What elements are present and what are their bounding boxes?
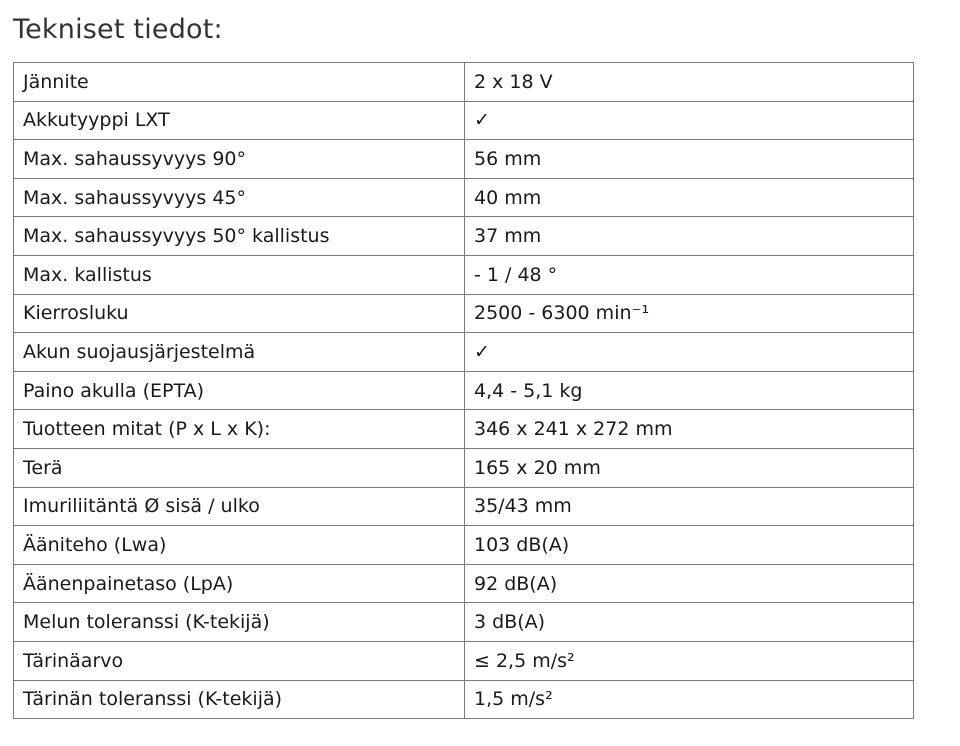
spec-value: 2500 - 6300 min⁻¹	[465, 294, 914, 333]
spec-label: Max. sahaussyvyys 45°	[14, 178, 465, 217]
spec-label: Max. sahaussyvyys 50° kallistus	[14, 217, 465, 256]
spec-value: 1,5 m/s²	[465, 680, 914, 719]
table-row	[14, 294, 914, 333]
spec-value: 92 dB(A)	[465, 564, 914, 603]
spec-value: 2 x 18 V	[465, 63, 914, 102]
spec-value: 56 mm	[465, 140, 914, 179]
spec-value: 103 dB(A)	[465, 526, 914, 565]
table-row	[14, 178, 914, 217]
spec-label: Tuotteen mitat (P x L x K):	[14, 410, 465, 449]
spec-value: 40 mm	[465, 178, 914, 217]
table-row	[14, 101, 914, 140]
spec-value: 3 dB(A)	[465, 603, 914, 642]
table-row	[14, 564, 914, 603]
spec-label: Akkutyyppi LXT	[14, 101, 465, 140]
spec-table	[13, 62, 914, 719]
spec-value: 346 x 241 x 272 mm	[465, 410, 914, 449]
spec-label: Jännite	[14, 63, 465, 102]
page-title: Tekniset tiedot:	[13, 14, 223, 45]
spec-value: ≤ 2,5 m/s²	[465, 641, 914, 680]
table-row	[14, 680, 914, 719]
spec-label: Äänenpainetaso (LpA)	[14, 564, 465, 603]
spec-value: 35/43 mm	[465, 487, 914, 526]
spec-value: 165 x 20 mm	[465, 448, 914, 487]
spec-label: Kierrosluku	[14, 294, 465, 333]
table-row	[14, 603, 914, 642]
spec-label: Terä	[14, 448, 465, 487]
spec-value: 4,4 - 5,1 kg	[465, 371, 914, 410]
spec-label: Akun suojausjärjestelmä	[14, 333, 465, 372]
spec-value: 37 mm	[465, 217, 914, 256]
spec-value: - 1 / 48 °	[465, 255, 914, 294]
table-row	[14, 641, 914, 680]
spec-label: Tärinäarvo	[14, 641, 465, 680]
table-row	[14, 63, 914, 102]
spec-label: Melun toleranssi (K-tekijä)	[14, 603, 465, 642]
table-row	[14, 140, 914, 179]
spec-label: Imuriliitäntä Ø sisä / ulko	[14, 487, 465, 526]
table-row	[14, 410, 914, 449]
spec-label: Max. sahaussyvyys 90°	[14, 140, 465, 179]
table-row	[14, 333, 914, 372]
spec-label: Tärinän toleranssi (K-tekijä)	[14, 680, 465, 719]
table-row	[14, 255, 914, 294]
table-row	[14, 448, 914, 487]
table-row	[14, 217, 914, 256]
spec-value: ✓	[465, 333, 914, 372]
spec-label: Max. kallistus	[14, 255, 465, 294]
spec-label: Ääniteho (Lwa)	[14, 526, 465, 565]
spec-value: ✓	[465, 101, 914, 140]
spec-label: Paino akulla (EPTA)	[14, 371, 465, 410]
table-row	[14, 526, 914, 565]
table-row	[14, 371, 914, 410]
table-row	[14, 487, 914, 526]
